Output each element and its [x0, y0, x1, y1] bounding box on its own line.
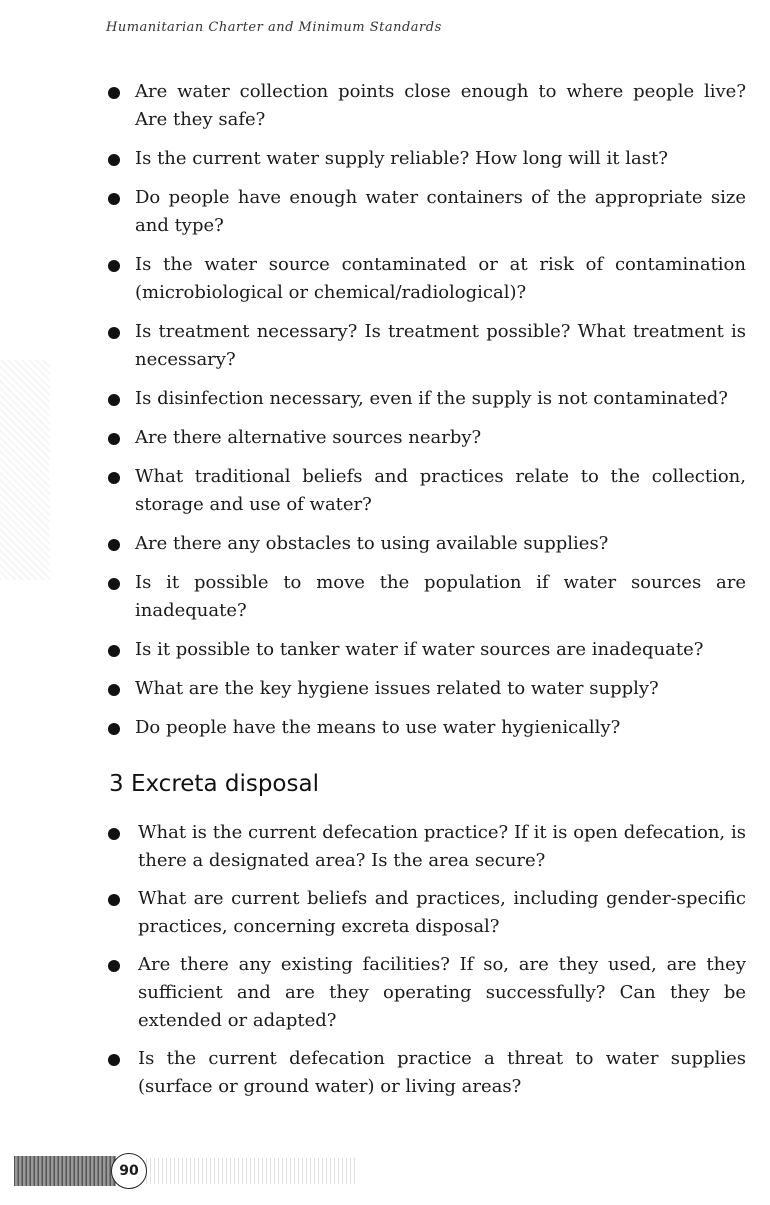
bullet-icon — [108, 828, 120, 840]
list-item — [108, 145, 746, 173]
list-item — [108, 569, 746, 625]
bullet-icon — [108, 327, 120, 339]
bullet-icon — [108, 894, 120, 906]
list-item-text: What traditional beliefs and practices relate to the collection, storage and use of water? — [135, 466, 746, 515]
footer-decoration — [14, 1156, 116, 1186]
bullet-icon — [108, 960, 120, 972]
list-item — [108, 636, 746, 664]
bullet-icon — [108, 193, 120, 205]
list-item-text: Is it possible to tanker water if water sources are inadequate? — [135, 639, 704, 660]
list-item-text: Is the current water supply reliable? How long will it last? — [135, 148, 668, 169]
list-item — [108, 675, 746, 703]
list-item-text: Is the current defecation practice a threat to water supplies (surface or ground water) or living areas? — [138, 1048, 746, 1097]
list-item — [108, 251, 746, 307]
list-item-text: Is it possible to move the population if water sources are inadequate? — [135, 572, 746, 621]
running-header: Humanitarian Charter and Minimum Standards — [106, 20, 442, 35]
list-item — [108, 184, 746, 240]
list-item-text: Do people have the means to use water hygienically? — [135, 717, 621, 738]
list-item-text: Is disinfection necessary, even if the supply is not contaminated? — [135, 388, 728, 409]
bullet-icon — [108, 1054, 120, 1066]
list-item — [108, 530, 746, 558]
list-item — [108, 385, 746, 413]
bullet-icon — [108, 87, 120, 99]
list-item — [108, 78, 746, 134]
list-item-text: Are there any obstacles to using available supplies? — [135, 533, 609, 554]
list-item-text: Are there alternative sources nearby? — [135, 427, 482, 448]
list-item — [108, 885, 746, 941]
bullet-icon — [108, 539, 120, 551]
list-item-text: What are the key hygiene issues related to water supply? — [135, 678, 659, 699]
list-item — [108, 463, 746, 519]
bullet-icon — [108, 260, 120, 272]
scan-smudge — [0, 360, 50, 580]
list-item-text: Do people have enough water containers of the appropriate size and type? — [135, 187, 746, 236]
bullet-icon — [108, 433, 120, 445]
list-item — [108, 819, 746, 875]
bullet-icon — [108, 154, 120, 166]
list-item — [108, 424, 746, 452]
list-item-text: Are there any existing facilities? If so, are they used, are they sufficient and are they operating successfully? Can they be extended or adapted? — [138, 954, 746, 1031]
list-item — [108, 951, 746, 1035]
excreta-questions-list — [108, 819, 746, 1111]
bullet-icon — [108, 578, 120, 590]
list-item-text: What are current beliefs and practices, including gender-specific practices, concerning excreta disposal? — [138, 888, 746, 937]
section-heading: 3 Excreta disposal — [109, 771, 319, 797]
bullet-icon — [108, 723, 120, 735]
bullet-icon — [108, 394, 120, 406]
page-number: 90 — [111, 1153, 147, 1189]
list-item-text: Is treatment necessary? Is treatment possible? What treatment is necessary? — [135, 321, 746, 370]
bullet-icon — [108, 472, 120, 484]
list-item — [108, 1045, 746, 1101]
list-item-text: Are water collection points close enough to where people live? Are they safe? — [135, 81, 746, 130]
list-item — [108, 318, 746, 374]
water-questions-list — [108, 78, 746, 753]
list-item-text: Is the water source contaminated or at risk of contamination (microbiological or chemical/radiological)? — [135, 254, 746, 303]
list-item-text: What is the current defecation practice? If it is open defecation, is there a designated area? Is the area secure? — [138, 822, 746, 871]
bullet-icon — [108, 684, 120, 696]
footer-decoration-right — [146, 1158, 356, 1184]
list-item — [108, 714, 746, 742]
bullet-icon — [108, 645, 120, 657]
